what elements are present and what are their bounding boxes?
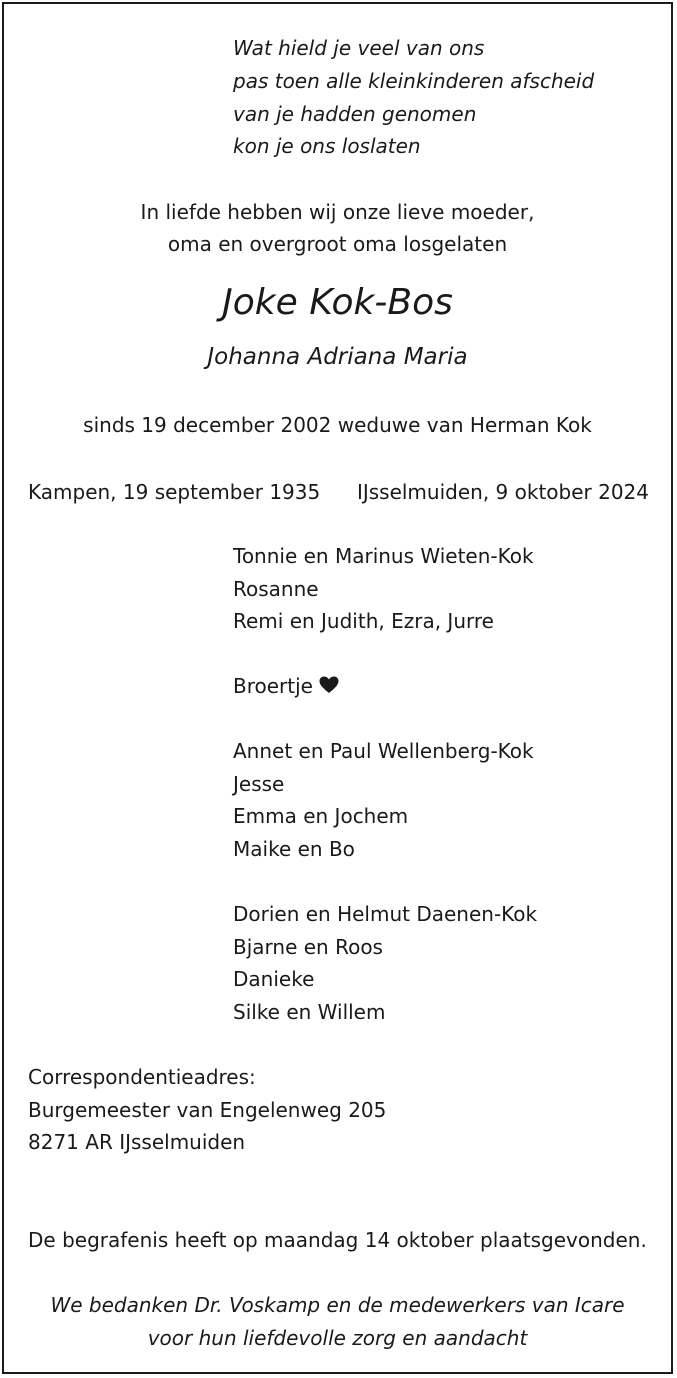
intro-line-1: In liefde hebben wij onze lieve moeder,: [140, 200, 535, 224]
family-line-broertje: [233, 676, 339, 697]
thanks-line-1: We bedanken Dr. Voskamp en de medewerkers van Icare: [50, 1293, 625, 1317]
correspondence-heading: Correspondentieadres:: [28, 1065, 256, 1089]
death-place-date: IJsselmuiden, 9 oktober 2024: [356, 480, 649, 504]
family-line: Danieke: [233, 967, 315, 991]
birth-place-date: Kampen, 19 september 1935: [28, 480, 321, 504]
thanks-line-2: voor hun liefdevolle zorg en aandacht: [147, 1326, 528, 1350]
widow-note: sinds 19 december 2002 weduwe van Herman Kok: [83, 413, 592, 437]
funeral-note: De begrafenis heeft op maandag 14 oktober plaatsgevonden.: [28, 1228, 647, 1252]
intro-line-2: oma en overgroot oma losgelaten: [167, 232, 508, 256]
correspondence-street: Burgemeester van Engelenweg 205: [28, 1098, 387, 1122]
family-line: Bjarne en Roos: [233, 935, 383, 959]
family-line: Annet en Paul Wellenberg-Kok: [233, 739, 534, 763]
family-line: Emma en Jochem: [233, 804, 409, 828]
family-line: Tonnie en Marinus Wieten-Kok: [233, 544, 534, 568]
correspondence-city: 8271 AR IJsselmuiden: [28, 1130, 246, 1154]
deceased-name: Joke Kok-Bos: [222, 282, 453, 323]
family-line: Silke en Willem: [233, 1000, 386, 1024]
family-line: Jesse: [233, 772, 285, 796]
poem-line-4: kon je ons loslaten: [233, 134, 421, 158]
poem-line-1: Wat hield je veel van ons: [233, 36, 485, 60]
family-line: Remi en Judith, Ezra, Jurre: [233, 609, 494, 633]
deceased-full-name: Johanna Adriana Maria: [207, 344, 468, 370]
death-notice-card: [2, 2, 673, 1374]
family-line: Dorien en Helmut Daenen-Kok: [233, 902, 538, 926]
poem-line-2: pas toen alle kleinkinderen afscheid: [233, 69, 595, 93]
poem-line-3: van je hadden genomen: [233, 102, 477, 126]
family-line: Maike en Bo: [233, 837, 355, 861]
family-line: Rosanne: [233, 577, 319, 601]
heart-icon: [319, 676, 339, 697]
family-line-label: Broertje: [233, 674, 313, 698]
